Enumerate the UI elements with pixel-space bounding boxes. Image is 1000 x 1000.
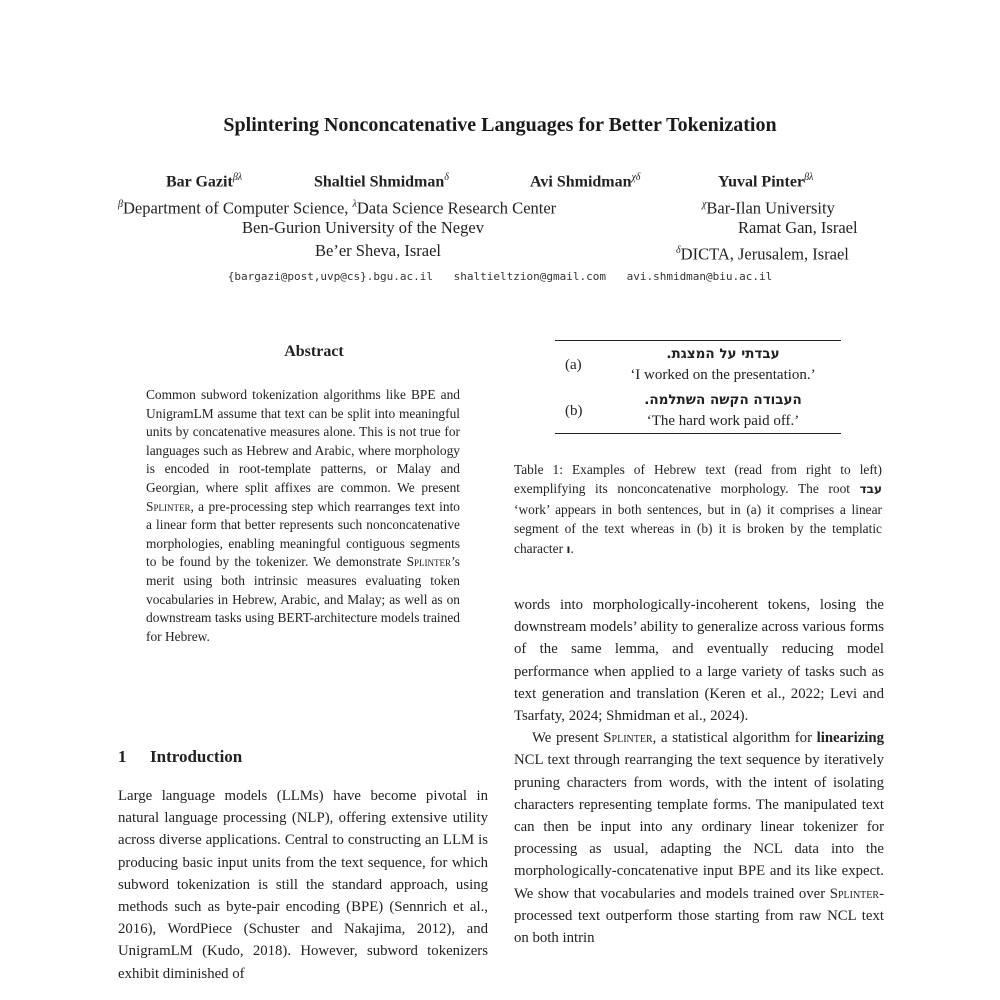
affiliation-line: $^\beta$Department of Computer Science, $^\lambda$Data Science Research Center	[118, 198, 557, 218]
hebrew-sentence: עבדתי על המצגת.	[666, 346, 780, 362]
table-row-label: (b)	[565, 403, 583, 419]
paragraph: words into morphologically-incoherent tokens, losing the downstream models’ ability to generalize across various forms of the same lemma, and eventually reducing model performance when applied to a large variety of tasks such as text generation and translation (Keren et al., 2022; Levi and Tsarfaty, 2024; Shmidman et al., 2024).	[514, 597, 884, 725]
abstract-heading: Abstract	[284, 343, 344, 360]
author-name: Avi Shmidman$^{\chi\delta}$	[530, 172, 641, 191]
table-bottom-rule	[555, 433, 841, 434]
author-name: Bar Gazit$^{\beta\lambda}$	[166, 172, 243, 191]
paragraph: We present Splinter, a statistical algorithm for linearizing NCL text through rearranging the text sequence by iteratively pruning characters from words, with the intent of isolating characters representing template forms. The manipulated text can then be input into any ordinary linear tokenizer for processing as usual, adapting the NCL data into the morphologically-concatenative input BPE and its like expect. We show that vocabularies and models trained over Splinter-processed text outperform those starting from raw NCL text on both intrin	[514, 730, 885, 947]
affiliation-line: Ramat Gan, Israel	[738, 218, 858, 237]
table-row	[555, 341, 841, 387]
affiliation-line: $^\chi$Bar-Ilan University	[702, 198, 835, 218]
author-name: Yuval Pinter$^{\beta\lambda}$	[718, 172, 814, 191]
affiliation-line: $^\delta$DICTA, Jerusalem, Israel	[676, 244, 849, 264]
author-name: Shaltiel Shmidman$^\delta$	[314, 172, 449, 191]
english-gloss: ‘I worked on the presentation.’	[630, 367, 816, 383]
author-emails: {bargazi@post,uvp@cs}.bgu.ac.il shaltieltzion@gmail.com avi.shmidman@biu.ac.il	[227, 270, 773, 283]
table-row	[555, 387, 841, 433]
table-1	[555, 340, 841, 434]
author-list	[0, 172, 1000, 194]
table-row-label: (a)	[565, 357, 582, 373]
hebrew-sentence: העבודה הקשה השתלמה.	[644, 392, 802, 408]
affiliation-line: Ben-Gurion University of the Negev	[242, 218, 484, 237]
paper-title: Splintering Nonconcatenative Languages for Better Tokenization	[223, 114, 777, 136]
table-caption: Table 1: Examples of Hebrew text (read from right to left) exemplifying its nonconcatenative morphology. The root עבד ‘work’ appears in both sentences, but in (a) it comprises a linear segment of the text whereas in (b) it is broken by the templatic character ו.	[514, 462, 882, 556]
introduction-body: Large language models (LLMs) have become pivotal in natural language processing (NLP), offering extensive utility across diverse applications. Central to constructing an LLM is producing basic input units from the text sequence, for which subword tokenization is still the standard approach, using methods such as byte-pair encoding (BPE) (Sennrich et al., 2016), WordPiece (Schuster and Nakajima, 2012), and UnigramLM (Kudo, 2018). However, subword tokenizers exhibit diminished of	[118, 788, 488, 982]
right-column-body	[514, 594, 884, 949]
abstract-body: Common subword tokenization algorithms like BPE and UnigramLM assume that text can be split into meaningful units by concatenative measures alone. This is not true for languages such as Hebrew and Arabic, where morphology is encoded in root-template patterns, or Malay and Georgian, where split affixes are common. We present Splinter, a pre-processing step which rearranges text into a linear form that better represents such nonconcatenative morphologies, enabling meaningful contiguous segments to be found by the tokenizer. We demonstrate Splinter’s merit using both intrinsic measures evaluating token vocabularies in Hebrew, Arabic, and Malay; as well as on downstream tasks using BERT-architecture models trained for Hebrew.	[146, 387, 460, 644]
english-gloss: ‘The hard work paid off.’	[646, 413, 800, 429]
affiliation-line: Be’er Sheva, Israel	[315, 241, 441, 260]
section-heading-introduction: 1 Introduction	[118, 747, 243, 766]
